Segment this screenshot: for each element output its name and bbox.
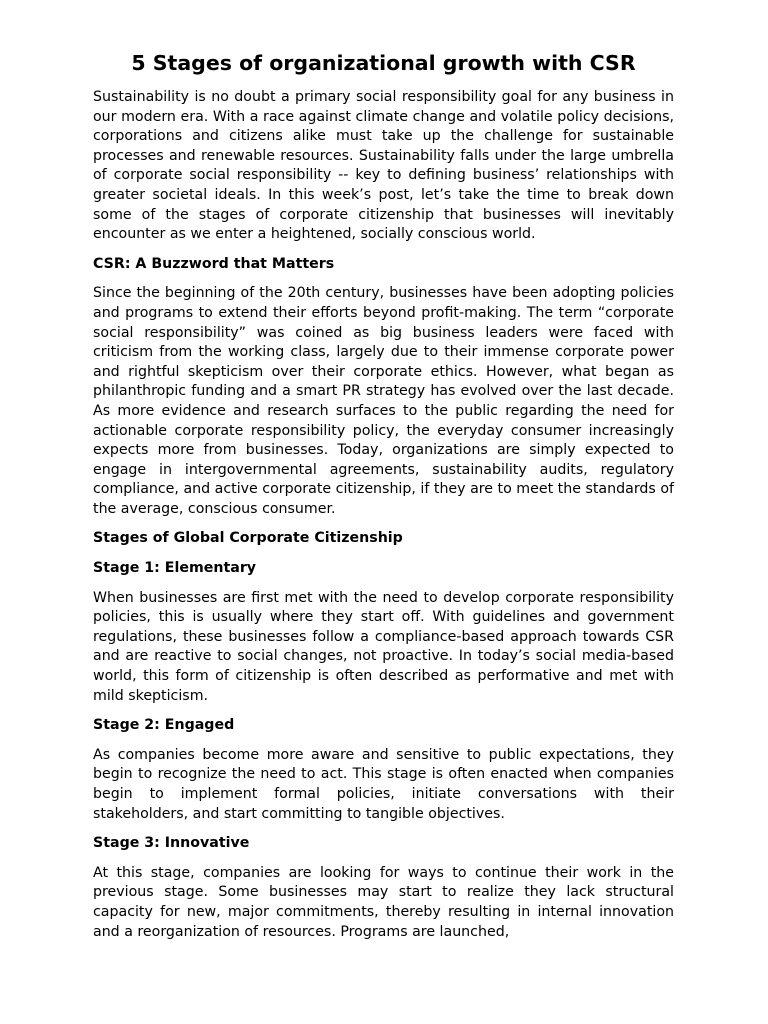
document-page (93, 48, 674, 952)
section-heading-stage-1: Stage 1: Elementary (93, 560, 257, 577)
section-body-stage-2: As companies become more aware and sensitive to public expectations, they begin to recognize the need to act. This stage is often enacted when companies begin to implement formal policies, initiate conversations with their stakeholders, and start committing to tangible objectives. (93, 746, 674, 822)
section-body-csr-buzzword: Since the beginning of the 20th century, businesses have been adopting policies and programs to extend their efforts beyond profit-making. The term “corporate social responsibility” was coined as big business leaders were faced with criticism from the working class, largely due to their immense corporate power and rightful skepticism over their corporate ethics. However, what began as philanthropic funding and a smart PR strategy has evolved over the last decade. As more evidence and research surfaces to the public regarding the need for actionable corporate responsibility policy, the everyday consumer increasingly expects more from businesses. Today, organizations are simply expected to engage in intergovernmental agreements, sustainability audits, regulatory compliance, and active corporate citizenship, if they are to meet the standards of the average, conscious consumer. (93, 285, 674, 517)
section-heading-stages-citizenship: Stages of Global Corporate Citizenship (93, 530, 403, 547)
intro-paragraph: Sustainability is no doubt a primary social responsibility goal for any business in our modern era. With a race against climate change and volatile policy decisions, corporations and citizens alike must take up the challenge for sustainable processes and renewable resources. Sustainability falls under the large umbrella of corporate social responsibility -- key to defining business’ relationships with greater societal ideals. In this week’s post, let’s take the time to break down some of the stages of corporate citizenship that businesses will inevitably encounter as we enter a heightened, socially conscious world. (93, 89, 674, 243)
section-heading-stage-3: Stage 3: Innovative (93, 835, 250, 852)
section-heading-stage-2: Stage 2: Engaged (93, 717, 235, 734)
section-body-stage-3: At this stage, companies are looking for ways to continue their work in the previous stage. Some businesses may start to realize they lack structural capacity for new, major commitments, thereby resulting in internal innovation and a reorganization of resources. Programs are launched, (93, 864, 674, 940)
page-title: 5 Stages of organizational growth with CSR (131, 51, 636, 75)
section-body-stage-1: When businesses are first met with the need to develop corporate responsibility policies, this is usually where they start off. With guidelines and government regulations, these businesses follow a compliance-based approach towards CSR and are reactive to social changes, not proactive. In today’s social media-based world, this form of citizenship is often described as performative and met with mild skepticism. (93, 589, 674, 704)
section-heading-csr-buzzword: CSR: A Buzzword that Matters (93, 255, 335, 272)
